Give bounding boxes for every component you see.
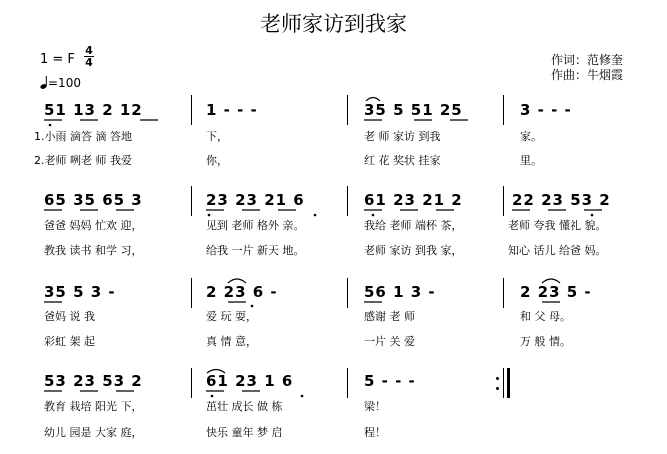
octave-dot-below [314, 214, 317, 217]
measure-2-2: 23 23 21 6 [206, 191, 305, 209]
lyric-4-2-v2: 快乐 童年 梦 启 [206, 426, 283, 439]
octave-dot-below [208, 214, 211, 217]
lyric-1-2-v1: 下， [206, 130, 228, 143]
lyric-1-3-v1: 老 师 家访 到我 [364, 130, 441, 143]
lyric-2-4-v1: 老师 夸我 懂礼 貌。 [508, 219, 607, 232]
slur [207, 370, 225, 374]
lyric-2-2-v2: 给我 一片 新天 地。 [206, 244, 305, 257]
composer: 作曲：牛烟霞 [551, 68, 624, 82]
lyric-4-3-v2: 程！ [364, 426, 386, 439]
measure-3-2: 2 23 6 - [206, 283, 278, 301]
measure-2-4: 22 23 53 2 [512, 191, 611, 209]
measure-3-1: 35 5 3 - [44, 283, 116, 301]
lyric-2-4-v2: 知心 话儿 给爸 妈。 [508, 244, 607, 257]
measure-4-3: 5 - - - [364, 372, 416, 390]
lyric-1-3-v2: 红 花 奖状 挂家 [364, 154, 441, 167]
lyric-3-1-v2: 彩虹 架 起 [44, 335, 95, 348]
lyric-2-1-v1: 爸爸 妈妈 忙欢 迎， [44, 219, 143, 232]
lyric-1-2-v2: 你， [206, 154, 228, 167]
lyric-3-4-v1: 和 父 母。 [520, 310, 571, 323]
lyric-4-1-v1: 教育 栽培 阳光 下， [44, 400, 143, 413]
lyric-1-4-v1: 家。 [520, 130, 542, 143]
octave-dot-below [591, 214, 594, 217]
measure-1-4: 3 - - - [520, 101, 572, 119]
key-signature: 1 = F [40, 52, 75, 67]
lyricist: 作词：范修奎 [551, 53, 624, 67]
octave-dot-below [251, 305, 254, 308]
measure-1-3: 35 5 51 25 [364, 101, 463, 119]
lyric-4-2-v1: 茁壮 成长 做 栋 [206, 400, 283, 413]
lyric-1-1-v2: 2.老师 咧老 师 我爱 [34, 154, 132, 167]
lyric-4-3-v1: 梁！ [364, 400, 386, 413]
tempo-value: =100 [48, 76, 81, 90]
song-title: 老师家访到我家 [260, 12, 407, 36]
lyric-4-1-v2: 幼儿 园是 大家 庭， [44, 426, 143, 439]
time-signature-bottom: 4 [85, 56, 93, 69]
lyric-3-3-v2: 一片 关 爱 [364, 335, 415, 348]
lyric-1-4-v2: 里。 [520, 154, 542, 167]
measure-1-1: 51 13 2 12 [44, 101, 143, 119]
octave-dot-below [211, 395, 214, 398]
slur [366, 98, 380, 102]
measure-4-1: 53 23 53 2 [44, 372, 143, 390]
lyric-2-3-v1: 我给 老师 端杯 茶， [364, 219, 463, 232]
lyric-3-2-v1: 爱 玩 耍， [206, 310, 257, 323]
measure-3-3: 56 1 3 - [364, 283, 436, 301]
lyric-2-2-v1: 见到 老师 格外 亲。 [206, 219, 305, 232]
lyric-3-1-v1: 爸妈 说 我 [44, 310, 95, 323]
lyric-1-1-v1: 1.小雨 滴答 滴 答地 [34, 130, 132, 143]
measure-2-1: 65 35 65 3 [44, 191, 143, 209]
measure-1-2: 1 - - - [206, 101, 258, 119]
lyric-3-2-v2: 真 情 意， [206, 335, 257, 348]
lyric-2-3-v2: 老师 家访 到我 家， [364, 244, 463, 257]
measure-3-4: 2 23 5 - [520, 283, 592, 301]
octave-dot-below [301, 395, 304, 398]
lyric-3-4-v2: 万 般 情。 [520, 335, 571, 348]
lyric-3-3-v1: 感谢 老 师 [364, 310, 415, 323]
octave-dot-below [49, 124, 52, 127]
time-signature-top: 4 [85, 44, 93, 57]
measure-2-3: 61 23 21 2 [364, 191, 463, 209]
slur [542, 279, 560, 283]
lyric-2-1-v2: 教我 读书 和学 习， [44, 244, 143, 257]
measure-4-2: 61 23 1 6 [206, 372, 294, 390]
octave-dot-below [372, 214, 375, 217]
slur [228, 279, 246, 283]
